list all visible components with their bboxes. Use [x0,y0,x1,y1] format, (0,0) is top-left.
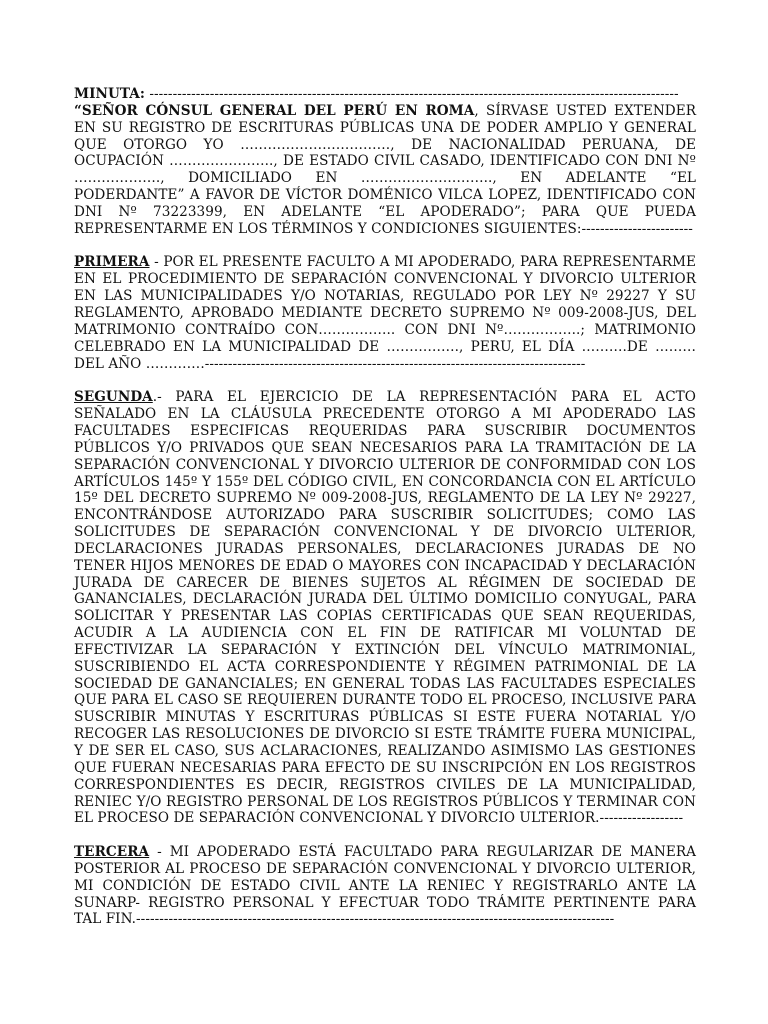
minuta-label: MINUTA: [74,86,145,102]
clause-tercera [74,844,696,928]
minuta-dashes: ------------------------------------------------------------------------------------------------------------------ [144,86,679,102]
primera-heading: PRIMERA [74,254,150,271]
clause-segunda [74,389,696,827]
intro-text: , SÍRVASE USTED EXTENDER EN SU REGISTRO DE ESCRITURAS PÚBLICAS UNA DE PODER AMPLIO Y GENERAL QUE OTORGO YO ……………………………, DE NACIONALIDAD PERUANA, DE OCUPACIÓN ………………….., DE ESTADO CIVIL CASADO, IDENTIFICADO CON DNI Nº ………………., DOMICILIADO EN ……………………….., EN ADELANTE “EL PODERDANTE” A FAVOR DE VÍCTOR DOMÉNICO VILCA LOPEZ, IDENTIFICADO CON DNI Nº 73223399, EN ADELANTE “EL APODERADO”; PARA QUE PUEDA REPRESENTARME EN LOS TÉRMINOS Y CONDICIONES SIGUIENTES:------------------------ [74,102,696,237]
document-body [74,86,696,945]
consul-heading: “SEÑOR CÓNSUL GENERAL DEL PERÚ EN ROMA [74,102,475,119]
clause-primera [74,254,696,372]
segunda-heading: SEGUNDA [74,389,153,406]
tercera-heading: TERCERA [74,844,150,861]
tercera-text: - MI APODERADO ESTÁ FACULTADO PARA REGULARIZAR DE MANERA POSTERIOR AL PROCESO DE SEPARACIÓN CONVENCIONAL Y DIVORCIO ULTERIOR, MI CONDICIÓN DE ESTADO CIVIL ANTE LA RENIEC Y REGISTRARLO ANTE LA SUNARP- REGISTRO PERSONAL Y EFECTUAR TODO TRÁMITE PERTINENTE PARA TAL FIN.------------------------------------------------------------------------------------------------------- [74,844,696,928]
primera-text: - POR EL PRESENTE FACULTO A MI APODERADO, PARA REPRESENTARME EN EL PROCEDIMIENTO DE SEPARACIÓN CONVENCIONAL Y DIVORCIO ULTERIOR EN LAS MUNICIPALIDADES Y/O NOTARIAS, REGULADO POR LEY Nº 29227 Y SU REGLAMENTO, APROBADO MEDIANTE DECRETO SUPREMO Nº 009-2008-JUS, DEL MATRIMONIO CONTRAÍDO CON…………….. CON DNI Nº……………..; MATRIMONIO CELEBRADO EN LA MUNICIPALIDAD DE ……………., PERU, EL DÍA ……….DE ……… DEL AÑO ………….---------------------------------------------------------------------------------- [74,254,696,372]
segunda-text: .- PARA EL EJERCICIO DE LA REPRESENTACIÓN PARA EL ACTO SEÑALADO EN LA CLÁUSULA PRECEDENTE OTORGO A MI APODERADO LAS FACULTADES ESPECIFICAS REQUERIDAS PARA SUSCRIBIR DOCUMENTOS PÚBLICOS Y/O PRIVADOS QUE SEAN NECESARIOS PARA LA TRAMITACIÓN DE LA SEPARACIÓN CONVENCIONAL Y DIVORCIO ULTERIOR DE CONFORMIDAD CON LOS ARTÍCULOS 145º Y 155º DEL CÓDIGO CIVIL, EN CONCORDANCIA CON EL ARTÍCULO 15º DEL DECRETO SUPREMO Nº 009-2008-JUS, REGLAMENTO DE LA LEY Nº 29227, ENCONTRÁNDOSE AUTORIZADO PARA SUSCRIBIR SOLICITUDES; COMO LAS SOLICITUDES DE SEPARACIÓN CONVENCIONAL Y DE DIVORCIO ULTERIOR, DECLARACIONES JURADAS PERSONALES, DECLARACIONES JURADAS DE NO TENER HIJOS MENORES DE EDAD O MAYORES CON INCAPACIDAD Y DECLARACIÓN JURADA DE CARECER DE BIENES SUJETOS AL RÉGIMEN DE SOCIEDAD DE GANANCIALES, DECLARACIÓN JURADA DEL ÚLTIMO DOMICILIO CONYUGAL, PARA SOLICITAR Y PRESENTAR LAS COPIAS CERTIFICADAS QUE SEAN REQUERIDAS, ACUDIR A LA AUDIENCIA CON EL FIN DE RATIFICAR MI VOLUNTAD DE EFECTIVIZAR LA SEPARACIÓN Y EXTINCIÓN DEL VÍNCULO MATRIMONIAL, SUSCRIBIENDO EL ACTA CORRESPONDIENTE Y RÉGIMEN PATRIMONIAL DE LA SOCIEDAD DE GANANCIALES; EN GENERAL TODAS LAS FACULTADES ESPECIALES QUE PARA EL CASO SE REQUIEREN DURANTE TODO EL PROCESO, INCLUSIVE PARA SUSCRIBIR MINUTAS Y ESCRITURAS PÚBLICAS SI ESTE FUERA NOTARIAL Y/O RECOGER LAS RESOLUCIONES DE DIVORCIO SI ESTE TRÁMITE FUERA MUNICIPAL, Y DE SER EL CASO, SUS ACLARACIONES, REALIZANDO ASIMISMO LAS GESTIONES QUE FUERAN NECESARIAS PARA EFECTO DE SU INSCRIPCIÓN EN LOS REGISTROS CORRESPONDIENTES ES DECIR, REGISTROS CIVILES DE LA MUNICIPALIDAD, RENIEC Y/O REGISTRO PERSONAL DE LOS REGISTROS PÚBLICOS Y TERMINAR CON EL PROCESO DE SEPARACIÓN CONVENCIONAL Y DIVORCIO ULTERIOR.------------------ [74,389,696,827]
intro-paragraph [74,86,696,238]
